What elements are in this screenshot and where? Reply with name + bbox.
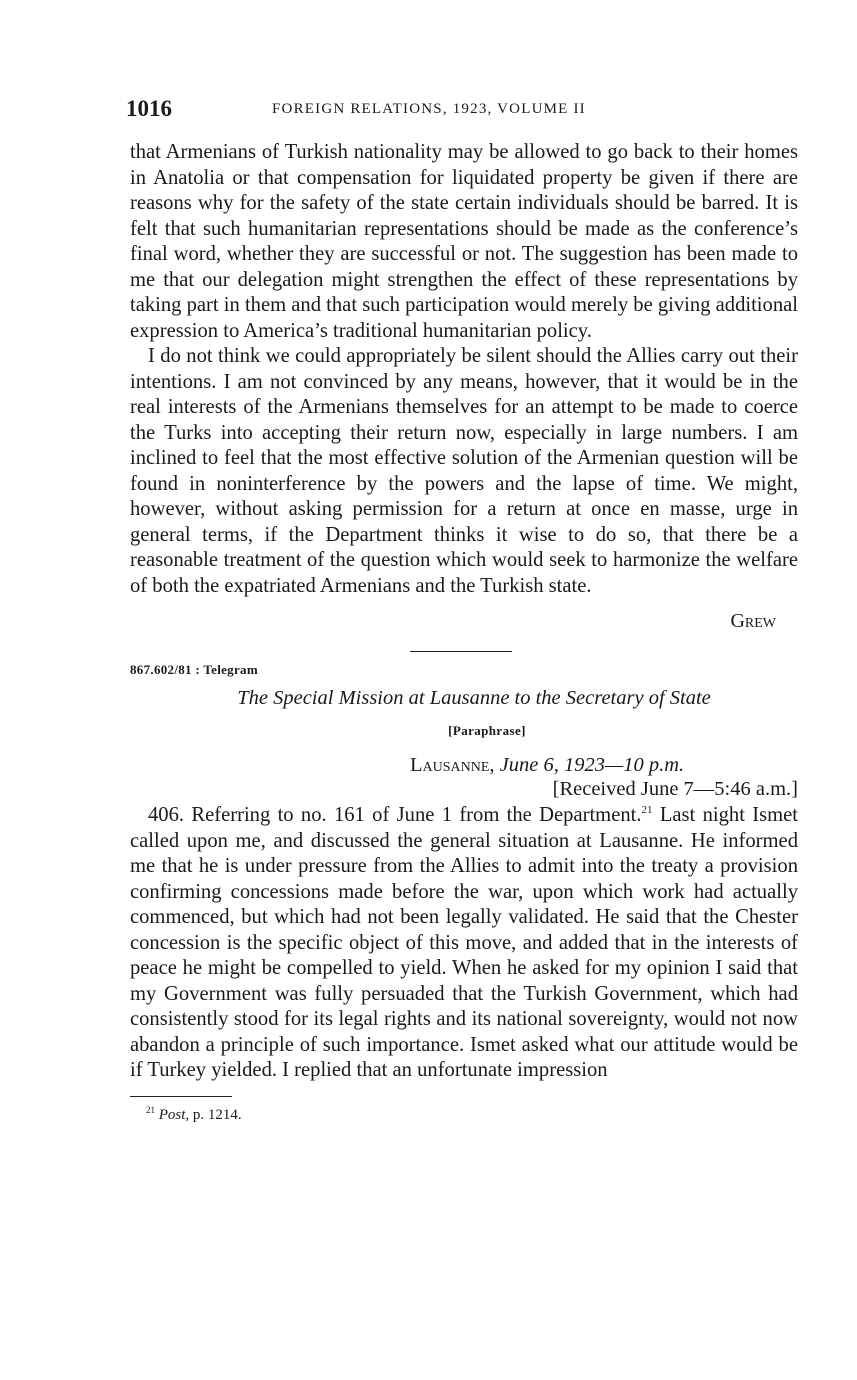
running-title: FOREIGN RELATIONS, 1923, VOLUME II <box>272 101 586 117</box>
received-line: [Received June 7—5:46 a.m.] <box>552 778 798 801</box>
document-page <box>126 96 798 1124</box>
footnote <box>130 1107 798 1124</box>
signature: Grew <box>730 610 776 632</box>
file-reference: 867.602/81 : Telegram <box>130 662 258 678</box>
footnote-marker: 21 <box>146 1105 155 1116</box>
body-paragraph: I do not think we could appropriately be silent should the Allies carry out their intentions. I am not convinced by any means, however, that it would be in the real interests of the Armenians themselves for an attempt to be made to coerce the Turks into accepting their return now, especially in large numbers. I am inclined to feel that the most effective solution of the Armenian question will be found in noninterference by the powers and the lapse of time. We might, however, without asking permission for a return at once en masse, urge in general terms, if the Department thinks it wise to do so, that there be a reasonable treatment of the question which would seek to harmonize the welfare of both the expatriated Armenians and the Turkish state. <box>130 345 798 597</box>
footnote-page-text: p. 1214. <box>189 1107 242 1124</box>
dateline <box>130 753 798 801</box>
continued-paragraph: that Armenians of Turkish nationality may be allowed to go back to their homes in Anatolia or that compensation for liquidated property be given if there are reasons why for the safety of the state certain individuals should be barred. It is felt that such humanitarian representations should be made as the conference’s final word, whether they are successful or not. The suggestion has been made to me that our delegation might strengthen the effect of these representations by taking part in them and that such participation would merely be giving additional expression to America’s traditional humanitarian policy. <box>130 141 798 342</box>
running-header <box>126 96 798 128</box>
dateline-date: June 6, 1923—10 p.m. <box>499 754 685 777</box>
document-title: The Special Mission at Lausanne to the Secretary of State <box>237 687 711 710</box>
paraphrase-note: [Paraphrase] <box>448 723 526 739</box>
telegram-body-rest: Last night Ismet called upon me, and discussed the general situation at Lausanne. He informed me that he is under pressure from the Allies to admit into the treaty a provision confirming concessions made before the war, upon which work had actually commenced, but which had not been legally validated. He said that the Chester concession is the specific object of this move, and added that in the interests of peace he might be compelled to yield. When he asked for my opinion I said that my Government was fully persuaded that the Turkish Government, which had consistently stood for its legal rights and its national sovereignty, would not now abandon a principle of such importance. Ismet asked what our attitude would be if Turkey yielded. I replied that an unfortunate impression <box>130 804 798 1082</box>
dateline-place: Lausanne, <box>410 754 495 777</box>
dateline-line <box>130 753 798 777</box>
section-divider <box>410 651 512 652</box>
page-number: 1016 <box>126 96 172 121</box>
footnote-divider <box>130 1096 232 1097</box>
footnote-ref-text: Post, <box>158 1107 190 1124</box>
footnote-reference[interactable]: 21 <box>641 804 653 817</box>
telegram-body-start: 406. Referring to no. 161 of June 1 from the Department. <box>148 804 642 827</box>
telegram-body <box>130 803 798 1084</box>
